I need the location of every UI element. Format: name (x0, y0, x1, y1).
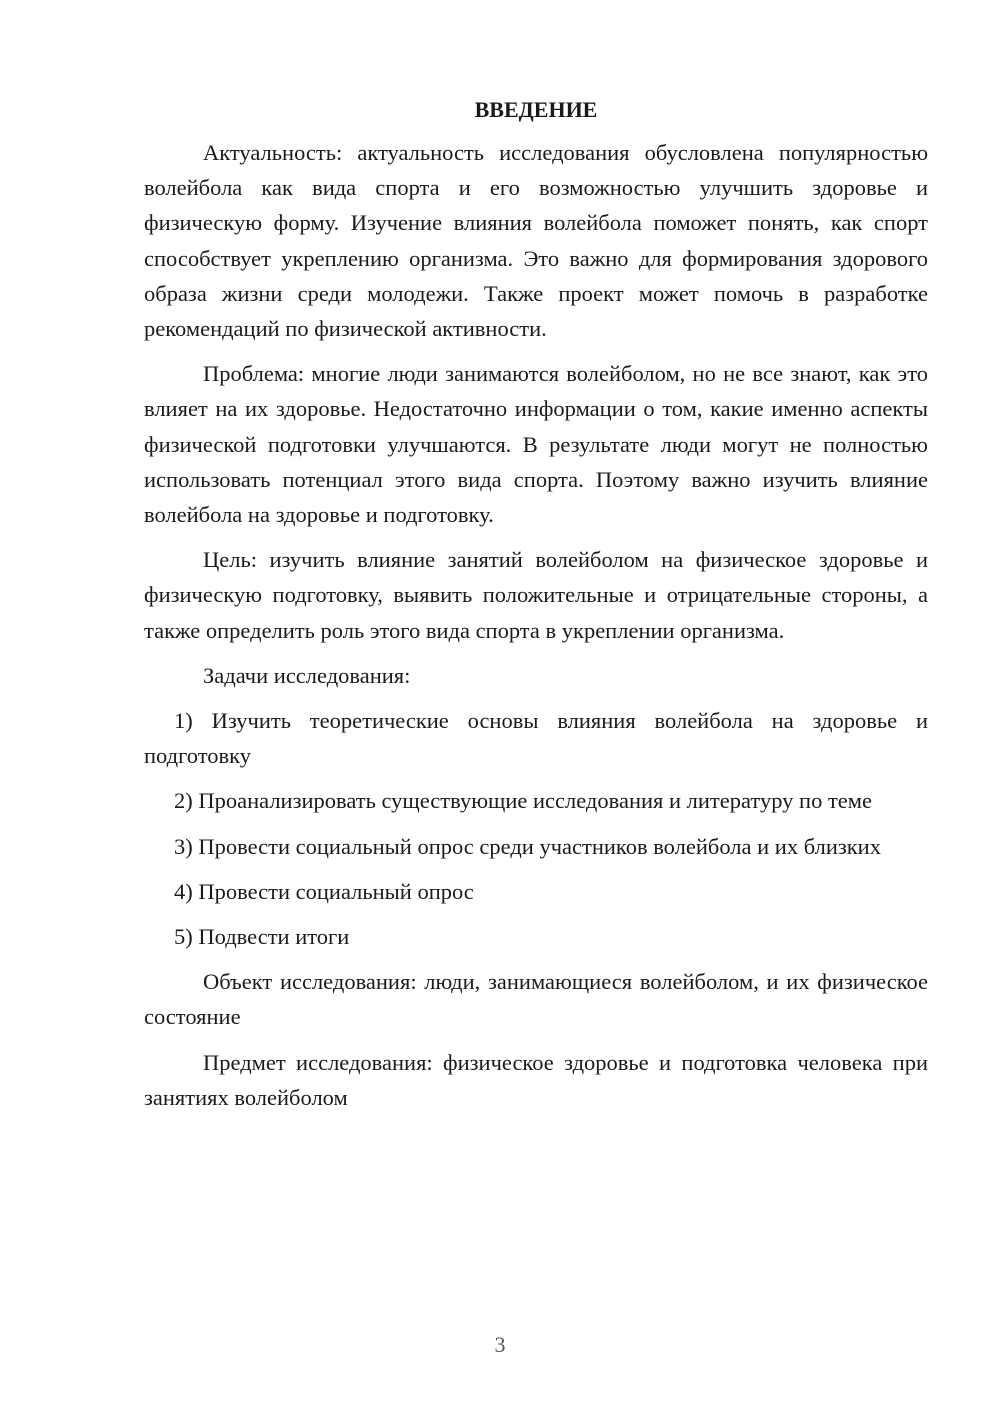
paragraph-relevance: Актуальность: актуальность исследования обусловлена популярностью волейбола как вида спорта и его возможностью улучшить здоровье и физическую форму. Изучение влияния волейбола поможет понять, как спорт способствует укреплению организма. Это важно для формирования здорового образа жизни среди молодежи. Также проект может помочь в разработке рекомендаций по физической активности. (144, 140, 928, 342)
list-item-task-1: 1) Изучить теоретические основы влияния волейбола на здоровье и подготовку (144, 708, 928, 769)
document-page (144, 90, 928, 1125)
list-item-task-3: 3) Провести социальный опрос среди участников волейбола и их близких (174, 833, 881, 859)
tasks-heading: Задачи исследования: (203, 662, 411, 688)
page-title: ВВЕДЕНИЕ (474, 97, 598, 122)
list-item-task-5: 5) Подвести итоги (174, 924, 350, 950)
paragraph-goal: Цель: изучить влияние занятий волейболом на физическое здоровье и физическую подготовку, выявить положительные и отрицательные стороны, а также определить роль этого вида спорта в укреплении организма. (144, 547, 928, 643)
paragraph-subject: Предмет исследования: физическое здоровье и подготовка человека при занятиях волейболом (144, 1049, 928, 1110)
paragraph-object: Объект исследования: люди, занимающиеся волейболом, и их физическое состояние (144, 969, 928, 1030)
list-item-task-2: 2) Проанализировать существующие исследования и литературу по теме (174, 788, 872, 814)
list-item-task-4: 4) Провести социальный опрос (174, 878, 474, 904)
page-number: 3 (494, 1332, 506, 1357)
paragraph-problem: Проблема: многие люди занимаются волейболом, но не все знают, как это влияет на их здоровье. Недостаточно информации о том, какие именно аспекты физической подготовки улучшаются. В результате люди могут не полностью использовать потенциал этого вида спорта. Поэтому важно изучить влияние волейбола на здоровье и подготовку. (144, 361, 928, 528)
